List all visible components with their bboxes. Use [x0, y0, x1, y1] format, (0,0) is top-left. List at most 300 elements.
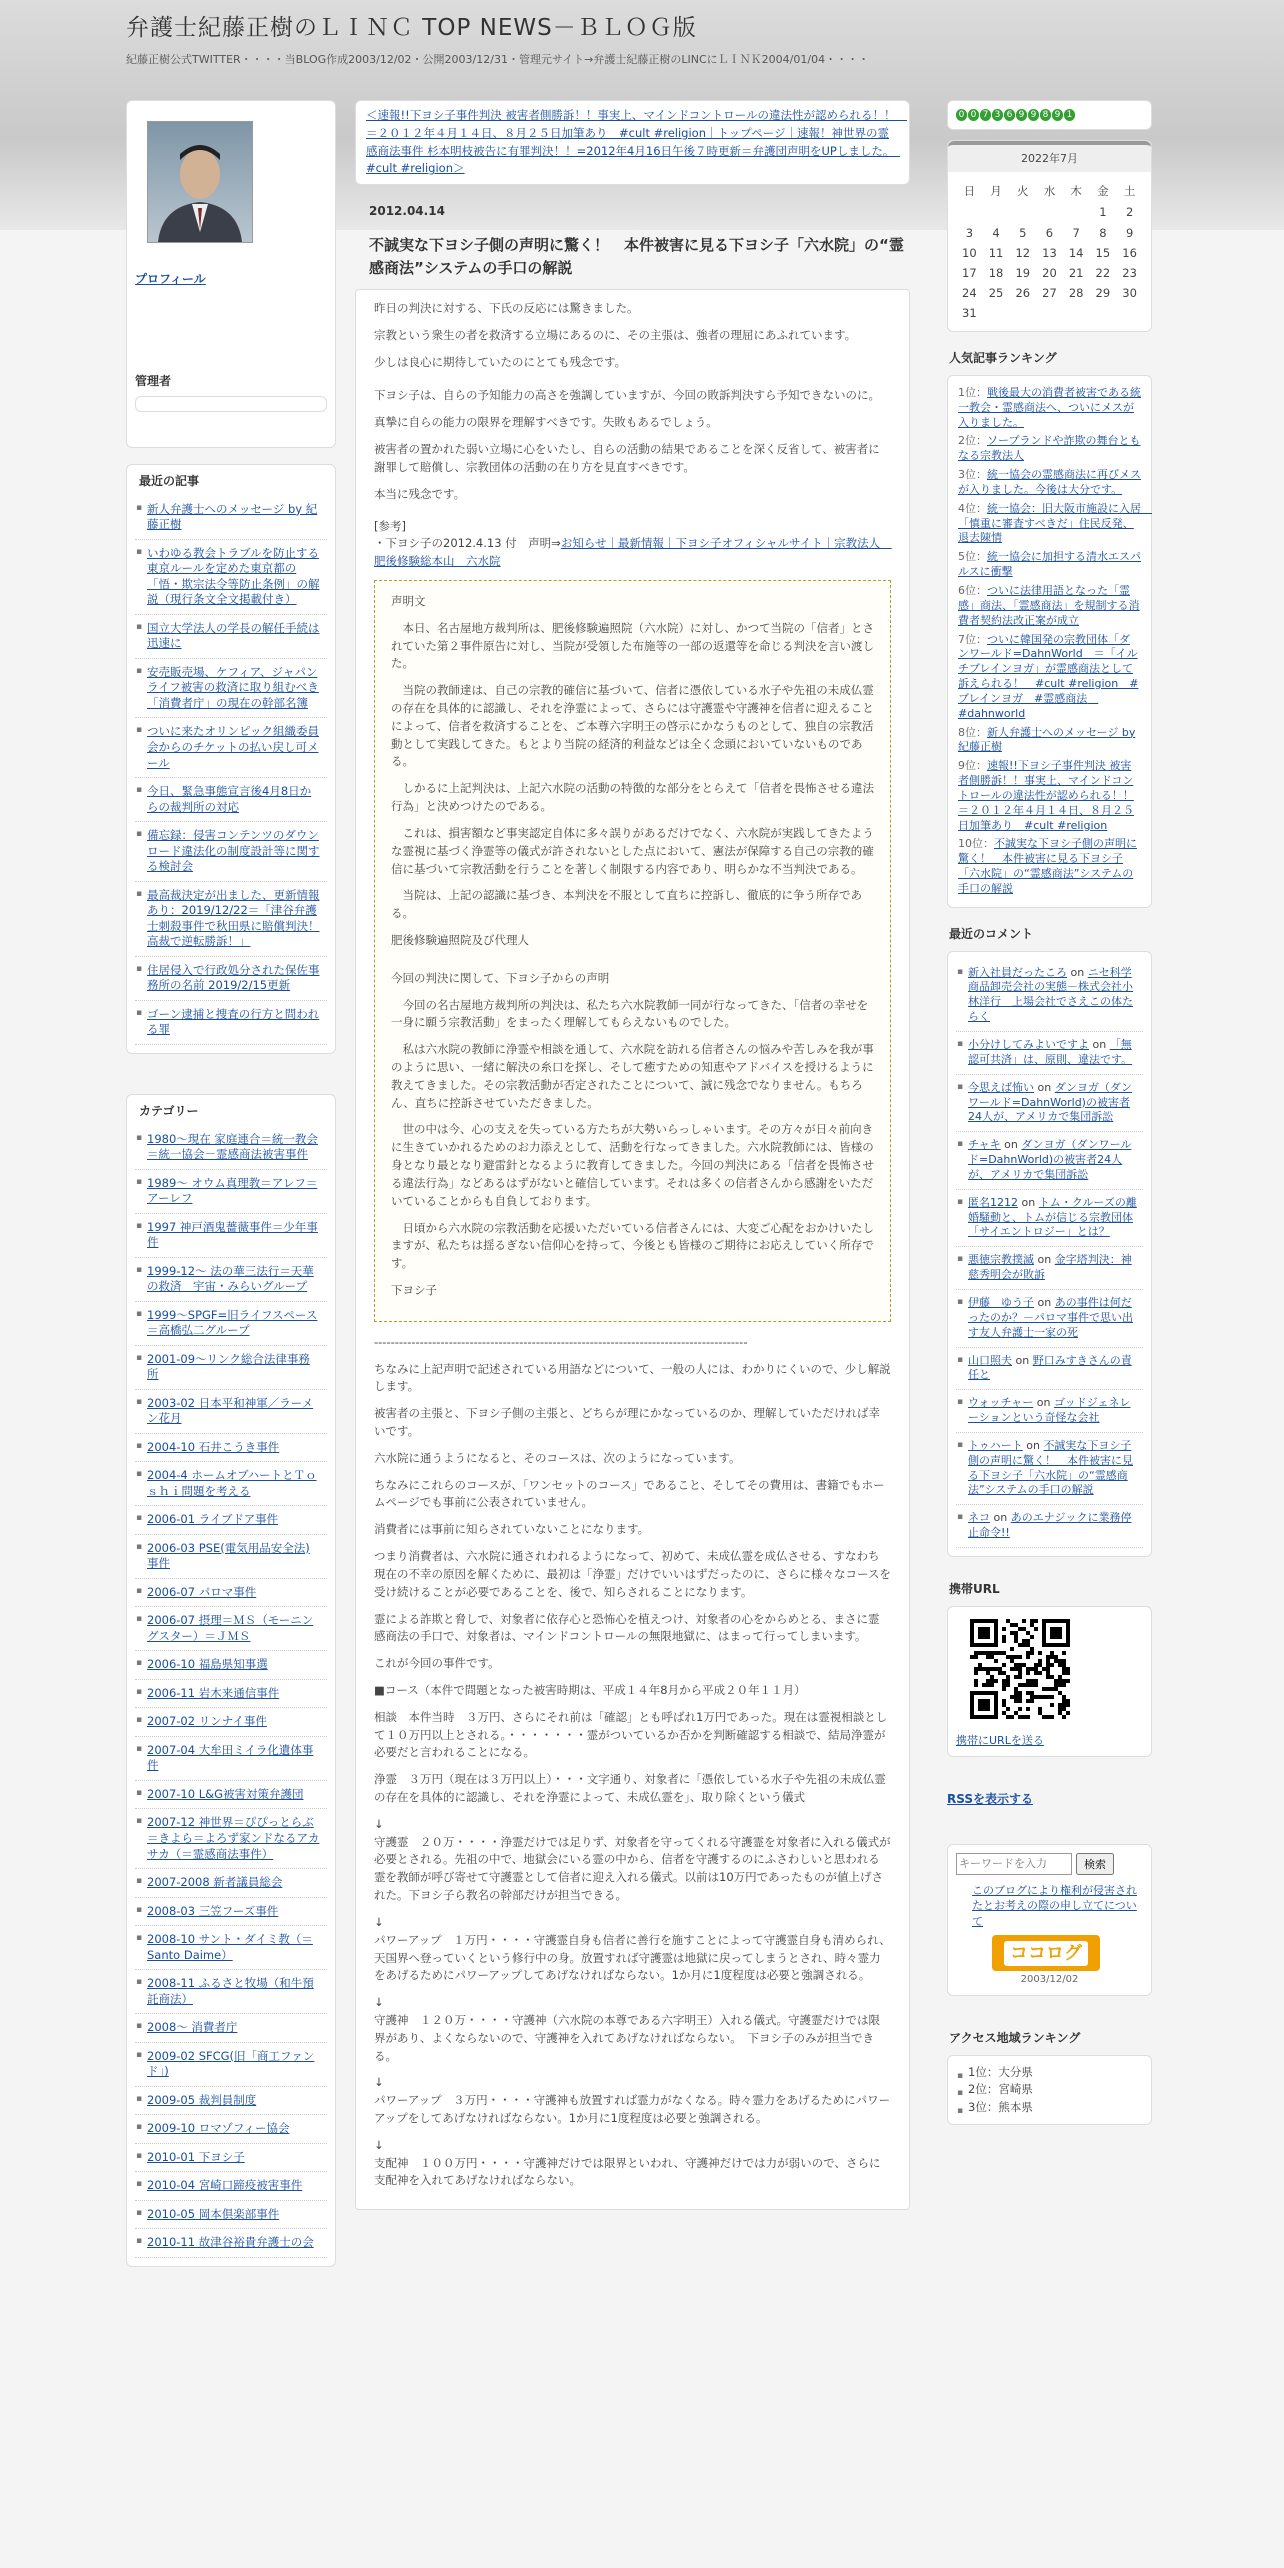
category-link[interactable]: 1989～ オウム真理教＝アレフ＝アーレフ — [147, 1175, 318, 1206]
comment-author[interactable]: 新入社員だったころ — [968, 965, 1067, 979]
statement-quote — [374, 580, 891, 1322]
counter-digit: 9 — [1028, 109, 1039, 121]
search-row — [956, 1853, 1143, 1875]
entry-intro — [374, 300, 891, 504]
right-sidebar — [947, 100, 1152, 2125]
statement-paragraph: 下ヨシ子 — [391, 1282, 437, 1297]
popular-link[interactable]: 新人弁護士へのメッセージ by 紀藤正樹 — [958, 725, 1136, 754]
comment-on: on — [990, 1511, 1011, 1525]
access-title: アクセス地域ランキング — [949, 2031, 1081, 2046]
category-link[interactable]: 2009-10 ロマゾフィー協会 — [147, 2121, 290, 2136]
counter-digit: 7 — [980, 109, 991, 121]
popular-link[interactable]: 統一協会：旧大阪市施設に入居 「慎重に審査すべきだ」住民反発、退去陳情 — [958, 501, 1152, 545]
calendar-day: 31 — [962, 305, 977, 320]
popular-link[interactable]: 不誠実な下ヨシ子側の声明に驚く！ 本件被害に見る下ヨシ子「六水院」の“霊感商法”システムの手口の解説 — [958, 837, 1137, 895]
calendar-day — [983, 202, 1010, 222]
comment-author[interactable]: ウォッチャー — [968, 1396, 1034, 1410]
category-link[interactable]: 2006-01 ライブドア事件 — [147, 1512, 279, 1527]
comments-title: 最近のコメント — [949, 926, 1034, 941]
calendar-day: 23 — [1122, 265, 1137, 280]
calendar-month: 2022年7月 — [948, 141, 1151, 172]
category-item[interactable] — [135, 1214, 327, 1258]
calendar-day: 29 — [1095, 285, 1111, 300]
recent-title: 最近の記事 — [139, 474, 200, 488]
calendar-day: 10 — [962, 245, 977, 260]
comment-author[interactable]: トゥハート — [968, 1438, 1023, 1452]
recent-post-item[interactable] — [135, 1001, 327, 1045]
statement-paragraph: 世の中は今、心の支えを失っている方たちが大勢いらっしゃいます。その方々が日々前向きに生きていかれるためのお力添えとして、活動を行なってきました。六水院教師には、皆様の身となり最となり避雷針となるように教育してきました。今回の判決にある「信者を畏怖させる違法行為」などあるはずがないと確信しています。それは多くの信者さんから感謝をいただいていることからも自負しております。 — [391, 1122, 874, 1208]
comment-author[interactable]: 匿名1212 — [968, 1195, 1018, 1209]
comment-author[interactable]: 小分けしてみよいですよ — [968, 1038, 1089, 1052]
comment-item[interactable] — [956, 1433, 1143, 1505]
category-link[interactable]: 1997 神戸酒鬼薔薇事件＝少年事件 — [147, 1219, 318, 1250]
comment-on: on — [1034, 1080, 1055, 1094]
comment-post[interactable]: ニセ科学商品卸売会社の実態－株式会社小林洋行 上場会社でさえこの体たらく — [968, 965, 1133, 1024]
category-link[interactable]: 2010-05 岡本倶楽部事件 — [147, 2206, 280, 2221]
explanation-paragraph: これが今回の事件です。 — [374, 1656, 500, 1671]
category-link[interactable]: 2006-07 パロマ事件 — [147, 1584, 257, 1599]
category-link[interactable]: 2004-10 石井こうき事件 — [147, 1439, 280, 1454]
popular-item[interactable] — [956, 757, 1143, 835]
search-input[interactable] — [956, 1853, 1072, 1875]
popular-rank: 5位： — [958, 550, 987, 564]
intro-paragraph: 宗教という衆生の者を救済する立場にあるのに、その主張は、強者の理屈にあふれています。 — [374, 327, 857, 342]
comment-item[interactable] — [956, 1190, 1143, 1248]
statement-paragraph: 当院は、上記の認識に基づき、本判決を不服として直ちに控訴し、徹底的に争う所存である。 — [391, 888, 863, 921]
explanation-paragraph: ↓ — [374, 1816, 384, 1831]
calendar-day: 18 — [988, 265, 1004, 280]
statement-paragraph: 今回の判決に関して、下ヨシ子からの声明 — [391, 970, 610, 985]
recent-post-item[interactable] — [135, 615, 327, 659]
profile-avatar[interactable] — [147, 121, 253, 243]
calendar-weekday: 金 — [1097, 184, 1109, 199]
access-box — [947, 2055, 1152, 2126]
category-box — [126, 1094, 336, 2267]
calendar-day: 19 — [1015, 265, 1031, 280]
recent-post-link[interactable]: 安売販売場、ケフィア、ジャパンライフ被害の救済に取り組むべき「消費者庁」の現在の幹部名簿 — [147, 664, 319, 710]
calendar-day: 3 — [965, 225, 974, 240]
category-item[interactable] — [135, 1781, 327, 1810]
calendar-day: 16 — [1122, 245, 1137, 260]
access-item: ▪ 3位：熊本県 — [956, 2099, 1143, 2117]
category-item[interactable] — [135, 2201, 327, 2230]
popular-rank: 7位： — [958, 632, 987, 646]
calendar-day: 9 — [1125, 225, 1134, 240]
comment-post[interactable]: 「無認可共済」は、原則、違法です。 — [968, 1038, 1133, 1066]
category-item[interactable] — [135, 2115, 327, 2144]
category-link[interactable]: 2007-04 大牟田ミイラ化遺体事件 — [147, 1742, 314, 1773]
category-link[interactable]: 2007-2008 新者議員総会 — [147, 1875, 283, 1890]
calendar-weekday: 月 — [990, 184, 1002, 199]
category-link[interactable]: 2006-11 岩木来通信事件 — [147, 1685, 280, 1700]
category-link[interactable]: 2007-10 L&G被害対策弁護団 — [147, 1786, 304, 1801]
blog-header — [126, 12, 1166, 68]
category-link[interactable]: 2006-10 福島県知事選 — [147, 1657, 268, 1672]
recent-post-item[interactable] — [135, 882, 327, 957]
calendar-day: 24 — [962, 285, 977, 300]
profile-box — [126, 100, 336, 448]
category-title: カテゴリー — [139, 1103, 199, 1118]
cocolog-date: 2003/12/02 — [1020, 1974, 1079, 1986]
statement-paragraph: 本日、名古屋地方裁判所は、肥後修験遍照院（六水院）に対し、かつて当院の「信者」とされていた第２事件原告に対し、当院が受領した布施等の一部の返還等を命じる判決を言い渡した。 — [391, 620, 874, 671]
explanation-paragraph: パワーアップ ３万円・・・・守護神も放置すれば霊力がなくなる。時々霊力をあげるためにパワーアップをしてあげなければならない。1か月に1度程度は必要と強調される。 — [374, 2093, 891, 2126]
intro-paragraph: 少しは良心に期待していたのにとても残念です。 — [374, 354, 627, 369]
comment-author[interactable]: 伊藤 ゆう子 — [968, 1295, 1034, 1309]
calendar-day: 7 — [1072, 225, 1080, 240]
category-item[interactable] — [135, 1809, 327, 1869]
popular-rank: 6位： — [958, 583, 987, 597]
recent-post-item[interactable] — [135, 957, 327, 1001]
recent-post-item[interactable] — [135, 718, 327, 778]
category-link[interactable]: 2008-11 ふるさと牧場（和牛預託商法） — [147, 1976, 314, 2006]
calendar-day: 13 — [1042, 245, 1057, 260]
calendar-day — [1036, 202, 1063, 222]
comment-item[interactable] — [956, 1290, 1143, 1348]
intro-paragraph: 真摯に自らの能力の限界を理解すべきです。失敗もあるでしょう。 — [374, 415, 718, 430]
statement-paragraph: 私は六水院の教師に浄霊や相談を通して、六水院を訪れる信者さんの悩みや苦しみを我が事のように思い、一緒に解決の糸口を探し、そして癒すための知恵やアドバイスを授けるように教えてきました。その宗教活動が否定されたことについて、誠に残念でなりません。もちろん、直ちに控訴させていただきました。 — [391, 1042, 874, 1110]
calendar-day: 11 — [988, 245, 1004, 260]
category-item[interactable] — [135, 1970, 327, 2014]
comment-post[interactable]: 金字塔判決：神慈秀明会が敗訴 — [968, 1253, 1132, 1282]
divider-line: ------------------------------------------------------------------------------------------ — [374, 1334, 748, 1349]
main-content — [355, 100, 910, 2210]
recent-post-link[interactable]: 国立大学法人の学長の解任手続は迅速に — [147, 620, 320, 651]
calendar-day: 28 — [1068, 285, 1084, 300]
blog-title[interactable]: 弁護士紀藤正樹のＬＩＮＣ TOP NEWS－ＢＬＯＧ版 — [126, 15, 697, 41]
search-box — [947, 1844, 1152, 1996]
recent-post-link[interactable]: ゴーン逮捕と捜査の行方と問われる罪 — [147, 1006, 320, 1037]
popular-link[interactable]: 速報!!下ヨシ子事件判決 被害者側勝訴！！事実上、マインドコントロールの違法性が認められる！！ ＝２０１２年４月１４日、８月２５日加筆あり #cult #religion — [958, 759, 1134, 832]
popular-link[interactable]: 統一協会に加担する清水エスパルスに衝撃 — [958, 550, 1141, 579]
explanation-paragraph: 六水院に通うようになると、そのコースは、次のようになっています。 — [374, 1450, 741, 1465]
calendar-day — [1063, 303, 1090, 323]
comment-on: on — [1000, 1138, 1022, 1152]
category-link[interactable]: 2006-07 摂理＝ＭＳ（モーニングスター）＝ＪＭＳ — [147, 1613, 314, 1643]
popular-item[interactable] — [956, 384, 1143, 433]
category-item[interactable] — [135, 1579, 327, 1608]
explanation-paragraph: 支配神 １００万円・・・・守護神だけでは限界といわれ、守護神だけでは力が弱いので、さらに支配神を入れてあげなければならない。 — [374, 2155, 881, 2188]
recent-post-link[interactable]: 新人弁護士へのメッセージ by 紀藤正樹 — [147, 501, 318, 532]
calendar-day: 26 — [1015, 285, 1031, 300]
explanation-paragraph: ちなみにこれらのコースが、「ワンセットのコース」であること、そしてその費用は、書籍でもホームページでも事前に公表されていません。 — [374, 1477, 885, 1510]
popular-rank: 1位： — [958, 385, 987, 399]
category-link[interactable]: 1999-12～ 法の華三法行＝天華の救済 宇宙・みらいグループ — [147, 1263, 314, 1294]
entry-date: 2012.04.14 — [369, 204, 445, 219]
calendar-day — [956, 202, 983, 222]
popular-link[interactable]: ついに法律用語となった「霊感」商法、「霊感商法」を規制する消費者契約法改正案が成立 — [958, 583, 1140, 627]
category-item[interactable] — [135, 1737, 327, 1781]
explanation-paragraph: ↓ — [374, 2075, 384, 2090]
explanation-paragraph: 消費者には事前に知らされていないことになります。 — [374, 1522, 650, 1537]
comments-list — [956, 960, 1143, 1548]
comment-on: on — [1067, 965, 1088, 979]
category-item[interactable] — [135, 1390, 327, 1434]
comment-post[interactable]: 野口みすきさんの責任と — [968, 1353, 1132, 1382]
statement-paragraph: これは、損害額など事実認定自体に多々誤りがあるだけでなく、六水院が実践してきたような霊視に基づく浄霊等の儀式が許されないとした点において、憲法が保障する自己の宗教的確信に基づいて宗教活動を行うことを著しく制限する内容であり、明らかな不当判決である。 — [391, 825, 874, 876]
calendar-day — [1116, 303, 1143, 323]
popular-rank: 8位： — [958, 725, 987, 739]
comment-on: on — [1012, 1353, 1033, 1367]
category-link[interactable]: 2008-03 三笠フーズ事件 — [147, 1903, 279, 1918]
category-link[interactable]: 2001-09～リンク総合法律事務所 — [147, 1351, 310, 1382]
category-item[interactable] — [135, 2229, 327, 2258]
comment-on: on — [1034, 1253, 1055, 1267]
category-link[interactable]: 2007-12 神世界＝ぴぴっとらぶ＝きよら＝よろず家ンドなるアカサカ（＝霊感商法事件） — [147, 1815, 320, 1861]
top-news-nav — [355, 100, 910, 185]
recent-post-item[interactable] — [135, 496, 327, 540]
calendar-day — [1063, 202, 1090, 222]
profile-link[interactable]: プロフィール — [135, 272, 206, 286]
calendar-day: 12 — [1015, 245, 1031, 260]
calendar-day: 20 — [1042, 265, 1057, 280]
popular-link[interactable]: ソープランドや詐欺の舞台ともなる宗教法人 — [958, 434, 1141, 463]
calendar-weekday: 火 — [1017, 184, 1029, 199]
comment-item[interactable] — [956, 1247, 1143, 1290]
calendar-day: 21 — [1068, 265, 1084, 280]
category-link[interactable]: 2010-04 宮崎口蹄疫被害事件 — [147, 2178, 303, 2193]
counter-digit: 3 — [992, 109, 1003, 121]
comment-post[interactable]: ダンヨガ（ダンワールド=DahnWorld)の被害者24人が、アメリカで集団訴訟 — [968, 1080, 1132, 1124]
calendar-day: 1 — [1099, 205, 1107, 220]
explanation-paragraph: ↓ — [374, 1914, 384, 1929]
counter-digit: 8 — [1040, 109, 1051, 121]
popular-box — [947, 375, 1152, 908]
category-link[interactable]: 2008～ 消費者庁 — [147, 2020, 238, 2035]
recent-post-item[interactable] — [135, 778, 327, 822]
calendar-table — [956, 180, 1143, 323]
recent-post-link[interactable]: ついに来たオリンピック組織委員会からのチケットの払い戻し可メール — [147, 724, 320, 770]
recent-post-link[interactable]: 最高裁決定が出ました、更新情報あり：2019/12/22＝「津谷弁護士刺殺事件で秋田県に賠償判決！高裁で逆転勝訴！」 — [147, 887, 320, 949]
calendar-day: 15 — [1095, 245, 1111, 260]
popular-item[interactable] — [956, 466, 1143, 500]
category-item[interactable] — [135, 1708, 327, 1737]
comment-author[interactable]: 悪徳宗教撲滅 — [968, 1253, 1034, 1267]
comment-on: on — [1022, 1438, 1044, 1452]
access-list — [956, 2064, 1143, 2117]
popular-item[interactable] — [956, 500, 1152, 549]
report-link[interactable]: このブログにより権利が侵害されたとお考えの際の申し立てについて — [972, 1883, 1137, 1928]
category-item[interactable] — [135, 1680, 327, 1709]
popular-title: 人気記事ランキング — [949, 351, 1057, 366]
category-link[interactable]: 2010-11 故津谷裕貴弁護士の会 — [147, 2235, 314, 2250]
calendar-day: 8 — [1099, 225, 1107, 240]
comment-post[interactable]: ダンヨガ（ダンワールド=DahnWorld)の被害者24人が、アメリカで集団訴訟 — [968, 1138, 1132, 1181]
category-link[interactable]: 2010-01 下ヨシ子 — [147, 2149, 245, 2164]
comment-item[interactable] — [956, 1132, 1143, 1190]
comment-post[interactable]: 不誠実な下ヨシ子側の声明に驚く！ 本件被害に見る下ヨシ子「六水院」の“霊感商法”システムの手口の解説 — [968, 1438, 1133, 1497]
category-link[interactable]: 2006-03 PSE(電気用品安全法)事件 — [147, 1540, 310, 1571]
calendar-day: 4 — [992, 225, 1000, 240]
popular-link[interactable]: 統一協会の霊感商法に再びメスが入りました。今後は大分です。 — [958, 468, 1141, 496]
category-item[interactable] — [135, 2043, 327, 2087]
counter-digit: 6 — [1004, 109, 1015, 121]
popular-item[interactable] — [956, 724, 1143, 758]
comment-author[interactable]: 今思えば怖い — [968, 1080, 1034, 1094]
explanation-paragraph: ↓ — [374, 2137, 384, 2152]
category-link[interactable]: 2007-02 リンナイ事件 — [147, 1714, 267, 1729]
category-item[interactable] — [135, 1346, 327, 1390]
recent-posts-box — [126, 464, 336, 1054]
calendar-day: 25 — [988, 285, 1004, 300]
calendar-day — [983, 303, 1010, 323]
category-link[interactable]: 2003-02 日本平和神軍／ラーメン花月 — [147, 1395, 314, 1426]
ref-line — [374, 535, 891, 571]
comment-on: on — [1089, 1038, 1110, 1052]
category-item[interactable] — [135, 1607, 327, 1651]
comment-on: on — [1018, 1195, 1039, 1209]
admin-field — [135, 396, 327, 412]
category-item[interactable] — [135, 1535, 327, 1579]
portrait-image — [148, 122, 252, 242]
popular-item[interactable] — [956, 631, 1143, 724]
calendar-day: 17 — [962, 265, 977, 280]
category-item[interactable] — [135, 2014, 327, 2043]
category-list — [135, 1126, 327, 2258]
comment-author[interactable]: チャキ — [968, 1138, 1001, 1152]
recent-post-link[interactable]: 備忘録：侵害コンテンツのダウンロード違法化の制度設計等に関する検討会 — [147, 828, 320, 874]
access-item: ▪ 2位：宮崎県 — [956, 2081, 1143, 2099]
category-item[interactable] — [135, 1434, 327, 1463]
statement-paragraph: 今回の名古屋地方裁判所の判決は、私たち六水院教師一同が行なってきた、「信者の幸せを一身に願う宗教活動」をまったく理解してもらえないものでした。 — [391, 997, 869, 1030]
category-item[interactable] — [135, 1869, 327, 1898]
comment-post[interactable]: トム・クルーズの離婚騒動と、トムが信じる宗教団体「サイエントロジー」とは？ — [968, 1195, 1137, 1239]
access-item: ▪ 1位：大分県 — [956, 2064, 1143, 2082]
mobile-title: 携帯URL — [949, 1581, 1000, 1596]
statement-paragraph: しかるに上記判決は、上記六水院の活動の特徴的な部分をとらえて「信者を畏怖させる違法行為」と決めつけたのである。 — [391, 781, 874, 814]
explanation-paragraph: つまり消費者は、六水院に通されわれるようになって、初めて、未成仏霊を成仏させる、すなわち現在の不幸の原因を解くために、最初は「浄霊」だけでいいはずだったのに、さらに様々なコースを受け続けることが必要であることを、後で、知らされることになります。 — [374, 1549, 891, 1599]
calendar-weekday: 日 — [963, 184, 976, 199]
explanation-paragraph: ちなみに上記声明で記述されている用語などについて、一般の人には、わかりにくいので、少し解説します。 — [374, 1361, 891, 1394]
comment-item[interactable] — [956, 1348, 1143, 1391]
popular-link[interactable]: 戦後最大の消費者被害である統一教会・霊感商法へ、ついにメスが入りました。 — [958, 385, 1141, 429]
category-item[interactable] — [135, 1258, 327, 1302]
access-counter — [956, 109, 1143, 121]
category-link[interactable]: 1980～現在 家庭連合＝統一教会＝統一協会－霊感商法被害事件 — [147, 1131, 318, 1162]
category-link[interactable]: 1999～SPGF=旧ライフスペース＝高橋弘二グループ — [147, 1307, 318, 1338]
category-link[interactable]: 2008-10 サント・ダイミ教（＝Santo Daime） — [147, 1932, 313, 1962]
calendar-day: 14 — [1068, 245, 1084, 260]
explanation-paragraph: 守護神 １２０万・・・・守護神（六水院の本尊である六字明王）入れる儀式。守護霊だけでは限界があり、よくならないので、守護神を入れてあげなければならない。 下ヨシ子のみが担当できる。 — [374, 2012, 880, 2063]
category-link[interactable]: 2004-4 ホームオブハートとＴｏｓｈｉ問題を考える — [147, 1468, 317, 1498]
entry-body — [355, 289, 910, 2210]
category-item[interactable] — [135, 1462, 327, 1506]
intro-paragraph: 被害者の置かれた弱い立場に心をいたし、自らの活動の結果であることを深く反省して、被害者に謝罪して賠償し、宗教団体の活動の在り方を見直すべきです。 — [374, 442, 880, 474]
category-item[interactable] — [135, 2144, 327, 2173]
intro-paragraph: 昨日の判決に対する、下氏の反応には驚きました。 — [374, 301, 639, 316]
calendar-day — [1009, 202, 1036, 222]
search-button[interactable]: 検索 — [1076, 1853, 1114, 1875]
popular-item[interactable] — [956, 582, 1143, 631]
category-item[interactable] — [135, 2172, 327, 2201]
calendar-weekday: 水 — [1043, 184, 1056, 199]
popular-item[interactable] — [956, 835, 1143, 898]
comment-on: on — [1034, 1295, 1055, 1309]
rss-link[interactable]: RSSを表示する — [947, 1792, 1033, 1807]
calendar-box — [947, 140, 1152, 332]
calendar-day: 6 — [1045, 225, 1054, 240]
counter-box — [947, 100, 1152, 130]
comment-post[interactable]: あの事件は何だったのか？－パロマ事件で思い出す友人弁護士一家の死 — [968, 1295, 1133, 1339]
cocolog-logo[interactable] — [992, 1935, 1100, 1971]
popular-rank: 3位： — [958, 468, 987, 482]
popular-rank: 9位： — [958, 759, 987, 773]
calendar-day: 30 — [1122, 285, 1137, 300]
recent-post-item[interactable] — [135, 540, 327, 615]
comment-on: on — [1033, 1396, 1054, 1410]
statement-paragraph: 日頃から六水院の宗教活動を応援いただいている信者さんには、大変ご心配をおかけいたしますが、私たちは揺るぎない信仰心を持って、今後とも皆様のご期待にお応えしていく所存です。 — [391, 1220, 874, 1271]
category-item[interactable] — [135, 1651, 327, 1680]
calendar-weekday: 土 — [1123, 184, 1136, 199]
calendar-day: 27 — [1042, 285, 1057, 300]
comment-item[interactable] — [956, 1505, 1143, 1548]
calendar-day: 2 — [1125, 205, 1134, 220]
counter-digit: 1 — [1064, 109, 1075, 121]
recent-post-item[interactable] — [135, 659, 327, 719]
category-item[interactable] — [135, 2087, 327, 2116]
explanation-paragraph: 浄霊 ３万円（現在は３万円以上）・・・文字通り、対象者に「憑依している水子や先祖の未成仏霊の存在を具体的に認識し、それを浄霊によって、未成仏霊を」、取り除くという儀式 — [374, 1772, 886, 1805]
category-link[interactable]: 2009-05 裁判員制度 — [147, 2092, 257, 2107]
ref-link[interactable]: お知らせ｜最新情報｜下ヨシ子オフィシャルサイト｜宗教法人 肥後修験総本山 六水院 — [374, 536, 892, 569]
recent-post-link[interactable]: 住居侵入で行政処分された保佐事務所の名前 2019/2/15更新 — [147, 962, 320, 993]
calendar-weekday: 木 — [1070, 184, 1082, 199]
comment-item[interactable] — [956, 1075, 1143, 1133]
mobile-link[interactable]: 携帯にURLを送る — [956, 1733, 1044, 1747]
calendar-day — [1090, 303, 1117, 323]
recent-post-item[interactable] — [135, 822, 327, 882]
category-item[interactable] — [135, 1926, 327, 1970]
category-item[interactable] — [135, 1126, 327, 1170]
comment-author[interactable]: ネコ — [968, 1511, 990, 1525]
popular-rank: 10位： — [958, 837, 994, 851]
comment-item[interactable] — [956, 960, 1143, 1032]
category-item[interactable] — [135, 1170, 327, 1214]
comment-item[interactable] — [956, 1390, 1143, 1433]
category-item[interactable] — [135, 1898, 327, 1927]
cocolog-logo-text: ココログ — [1004, 1941, 1088, 1966]
comment-post[interactable]: ゴッドジェネレーションという奇怪な会社 — [968, 1396, 1131, 1425]
comment-author[interactable]: 山口照夫 — [968, 1353, 1012, 1367]
left-sidebar — [126, 100, 336, 2267]
popular-link[interactable]: ついに韓国発の宗教団体「ダンワールド=DahnWorld ＝「イルチブレインヨガ」が霊感商法として訴えられる！ #cult #religion #ブレインヨガ #霊感商法 #dahnworld — [958, 632, 1139, 720]
entry-title[interactable]: 不誠実な下ヨシ子側の声明に驚く！ 本件被害に見る下ヨシ子「六水院」の“霊感商法”システムの手口の解説 — [369, 236, 904, 277]
recent-post-link[interactable]: いわゆる教会トラブルを防止する東京ルールを定めた東京都の「悟・欺宗法令等防止条例」の解説（現行条文全文掲載付き） — [147, 545, 320, 607]
calendar-day — [1009, 303, 1036, 323]
popular-rank: 2位： — [958, 434, 987, 448]
comment-post[interactable]: あのエナジックに業務停止命令!! — [968, 1511, 1132, 1540]
explanation-paragraph: 守護霊 ２０万・・・・浄霊だけでは足りず、対象者を守ってくれる守護霊を対象者に入れる儀式が必要とされる。先祖の中で、地獄会にいる霊の中から、信者を守護するのにふさわしいと思われる霊を教師が呼び寄せて守護霊として信者に迎え入れる儀式。以前は10万円であったものが値上げされた。下ヨシ子ら教名の幹部だけが担当できる。 — [374, 1834, 891, 1903]
comments-box — [947, 951, 1152, 1557]
category-link[interactable]: 2009-02 SFCG(旧「商工ファンド」) — [147, 2048, 315, 2079]
comment-item[interactable] — [956, 1032, 1143, 1075]
recent-posts-list — [135, 496, 327, 1045]
category-item[interactable] — [135, 1302, 327, 1346]
top-news-links[interactable]: ＜速報!!下ヨシ子事件判決 被害者側勝訴！！事実上、マインドコントロールの違法性が認められる！！ ＝２０１２年４月１４日、８月２５日加筆あり #cult #religion｜トップページ｜速報！神世界の霊感商法事件 杉本明枝被告に有罪判決！！=2012年4月16日午後７時更新＝弁護団声明をUPしました。 #cult #religion＞ — [366, 108, 907, 176]
popular-rank: 4位： — [958, 501, 987, 515]
popular-item[interactable] — [956, 432, 1143, 466]
recent-post-link[interactable]: 今日、緊急事態宣言後4月8日からの裁判所の対応 — [147, 784, 312, 814]
explanation-paragraph: パワーアップ １万円・・・・守護霊自身も信者に善行を施すことによって守護霊自身も清められ、天国界へ登っていくという修行中の身。放置すれば守護霊は地獄に戻ってしまうとされ、時々霊力をあげるためにパワーアップしてあげなければならない。1か月に1度程度は必要と強調される。 — [374, 1932, 891, 1983]
intro-paragraph: 本当に残念です。 — [374, 486, 466, 501]
counter-digit: 9 — [1052, 109, 1063, 121]
explanation-paragraph: ↓ — [374, 1995, 384, 2010]
intro-paragraph: 下ヨシ子は、自らの予知能力の高さを強調していますが、今回の敗訴判決すら予知できないのに。 — [374, 388, 880, 403]
category-item[interactable] — [135, 1506, 327, 1535]
qr-code-icon — [970, 1619, 1070, 1719]
popular-item[interactable] — [956, 548, 1143, 582]
ref-label: [参考] — [374, 518, 406, 533]
counter-digit: 0 — [956, 109, 967, 121]
blog-subtitle: 紀藤正樹公式TWITTER・・・・当BLOG作成2003/12/02・公開2003/12/31・管理元サイト→弁護士紀藤正樹のLINCにＬＩＮＫ2004/01/04・・・・ — [126, 53, 870, 67]
